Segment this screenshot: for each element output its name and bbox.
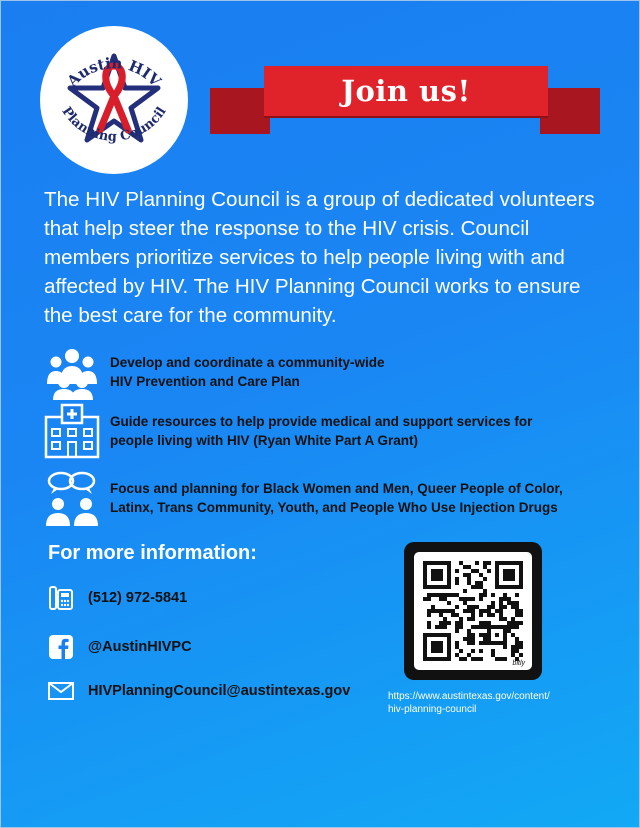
- intro-paragraph: The HIV Planning Council is a group of dedicated volunteers that help steer the response to the HIV crisis. Council members prioritize services to help people living with and affected by HIV. The HIV Planning Council works to ensure the best care for the community.: [44, 188, 595, 327]
- logo-text-top: Austin HIV: [63, 54, 165, 91]
- banner-label: Join us!: [341, 74, 471, 108]
- list-item-resources: [44, 403, 532, 459]
- qr-code-frame[interactable]: [404, 542, 542, 680]
- logo-artwork: [40, 26, 188, 174]
- contact-email[interactable]: [48, 678, 350, 704]
- list-item-focus-groups: [44, 470, 563, 526]
- item-text: [110, 353, 385, 391]
- qr-code-pattern: [423, 561, 523, 661]
- envelope-icon: [48, 678, 74, 704]
- people-talking-icon: [44, 470, 100, 526]
- email-address: HIVPlanningCouncil@austintexas.gov: [88, 683, 351, 699]
- banner-tail-right: [540, 88, 600, 134]
- item-line: Focus and planning for Black Women and Men, Queer People of Color,: [110, 481, 563, 496]
- join-us-banner: [264, 66, 548, 116]
- list-item-community-plan: [44, 344, 385, 400]
- item-line: Latinx, Trans Community, Youth, and People Who Use Injection Drugs: [110, 500, 558, 515]
- qr-brand-label: bitly: [512, 660, 525, 667]
- austin-hiv-planning-council-logo: [40, 26, 188, 174]
- qr-code: [414, 552, 532, 670]
- hospital-icon: [44, 403, 100, 459]
- facebook-icon: [48, 634, 74, 660]
- more-info-heading: For more information:: [48, 542, 257, 564]
- banner-tail-left: [210, 88, 270, 134]
- contact-facebook[interactable]: [48, 634, 192, 660]
- item-line: people living with HIV (Ryan White Part A Grant): [110, 433, 419, 448]
- community-group-icon: [44, 344, 100, 400]
- qr-url-line: https://www.austintexas.gov/content/: [388, 691, 550, 702]
- logo-text-bottom: Planning Council: [58, 104, 170, 145]
- item-line: Develop and coordinate a community-wide: [110, 355, 385, 370]
- contact-phone[interactable]: [48, 585, 187, 611]
- qr-url-line: hiv-planning-council: [388, 704, 477, 715]
- phone-icon: [48, 585, 74, 611]
- item-line: Guide resources to help provide medical and support services for: [110, 414, 533, 429]
- item-line: HIV Prevention and Care Plan: [110, 374, 300, 389]
- facebook-handle: @AustinHIVPC: [88, 639, 192, 655]
- qr-url[interactable]: [388, 690, 578, 716]
- item-text: [110, 479, 563, 517]
- item-text: [110, 412, 532, 450]
- phone-number: (512) 972-5841: [88, 590, 188, 606]
